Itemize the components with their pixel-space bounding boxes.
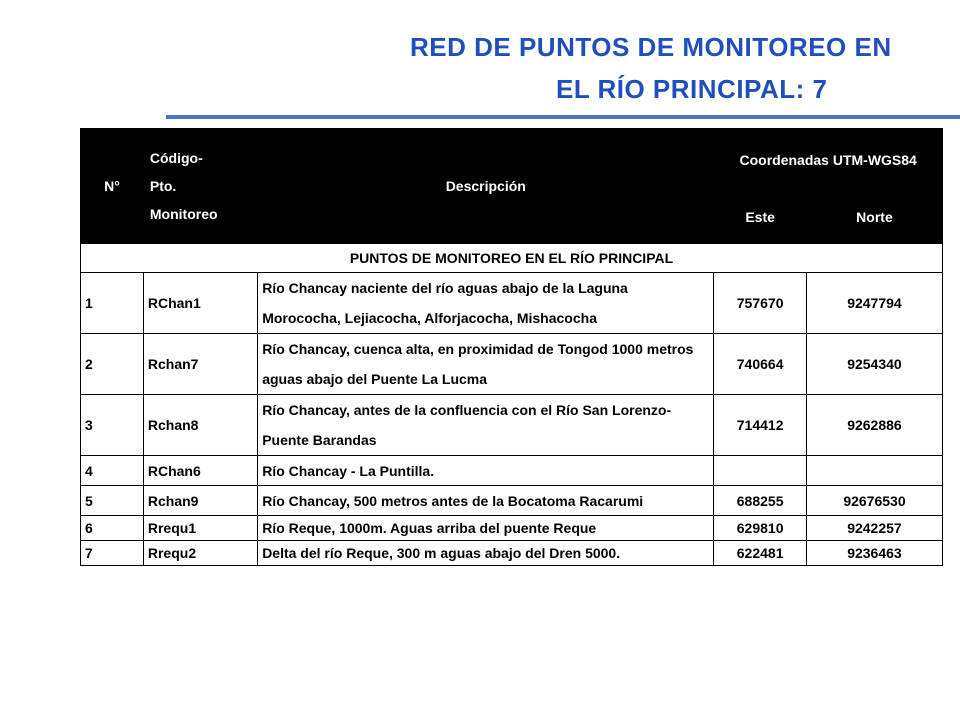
cell-desc: Río Reque, 1000m. Aguas arriba del puente Reque <box>258 516 714 541</box>
cell-norte: 9247794 <box>806 273 942 334</box>
cell-num: 4 <box>81 456 144 486</box>
cell-desc: Delta del río Reque, 300 m aguas abajo del Dren 5000. <box>258 541 714 566</box>
cell-desc: Río Chancay, antes de la confluencia con el Río San Lorenzo- Puente Barandas <box>258 395 714 456</box>
cell-este: 740664 <box>714 334 807 395</box>
cell-code: Rchan8 <box>143 395 257 456</box>
table-row <box>81 541 943 566</box>
header-code-line3: Monitoreo <box>149 206 218 222</box>
cell-desc: Río Chancay, cuenca alta, en proximidad de Tongod 1000 metros aguas abajo del Puente La Lucma <box>258 334 714 395</box>
cell-code: RChan1 <box>143 273 257 334</box>
header-code-line2: Pto. <box>149 178 177 194</box>
cell-code: Rchan7 <box>143 334 257 395</box>
table-row <box>81 334 943 395</box>
cell-este: 688255 <box>714 486 807 516</box>
header-num: N° <box>81 129 144 244</box>
cell-num: 5 <box>81 486 144 516</box>
cell-desc: Río Chancay - La Puntilla. <box>258 456 714 486</box>
header-desc: Descripción <box>258 129 714 244</box>
cell-desc: Río Chancay, 500 metros antes de la Bocatoma Racarumi <box>258 486 714 516</box>
table-row <box>81 395 943 456</box>
cell-num: 2 <box>81 334 144 395</box>
title-underline <box>166 115 960 119</box>
table-row <box>81 456 943 486</box>
cell-norte <box>806 456 942 486</box>
cell-code: Rrequ1 <box>143 516 257 541</box>
cell-este: 714412 <box>714 395 807 456</box>
cell-este <box>714 456 807 486</box>
cell-num: 7 <box>81 541 144 566</box>
table-row <box>81 273 943 334</box>
cell-num: 1 <box>81 273 144 334</box>
cell-norte: 9262886 <box>806 395 942 456</box>
cell-norte: 9242257 <box>806 516 942 541</box>
cell-este: 622481 <box>714 541 807 566</box>
cell-code: Rrequ2 <box>143 541 257 566</box>
cell-este: 757670 <box>714 273 807 334</box>
header-coords: Coordenadas UTM-WGS84 <box>714 129 943 191</box>
cell-norte: 92676530 <box>806 486 942 516</box>
cell-desc: Río Chancay naciente del río aguas abajo de la Laguna Morococha, Lejiacocha, Alforjacocha, Mishacocha <box>258 273 714 334</box>
cell-num: 3 <box>81 395 144 456</box>
cell-norte: 9254340 <box>806 334 942 395</box>
cell-norte: 9236463 <box>806 541 942 566</box>
cell-este: 629810 <box>714 516 807 541</box>
page-title-line-2: EL RÍO PRINCIPAL: 7 <box>556 74 828 104</box>
header-code-line1: Código- <box>149 150 203 166</box>
header-code <box>143 129 257 244</box>
table-row <box>81 486 943 516</box>
table-row <box>81 516 943 541</box>
monitoring-points-table <box>80 128 943 566</box>
section-header: PUNTOS DE MONITOREO EN EL RÍO PRINCIPAL <box>81 244 943 273</box>
header-norte: Norte <box>806 191 942 244</box>
page-title-line-1: RED DE PUNTOS DE MONITOREO EN <box>410 32 892 62</box>
cell-num: 6 <box>81 516 144 541</box>
cell-code: Rchan9 <box>143 486 257 516</box>
cell-code: RChan6 <box>143 456 257 486</box>
header-este: Este <box>714 191 807 244</box>
